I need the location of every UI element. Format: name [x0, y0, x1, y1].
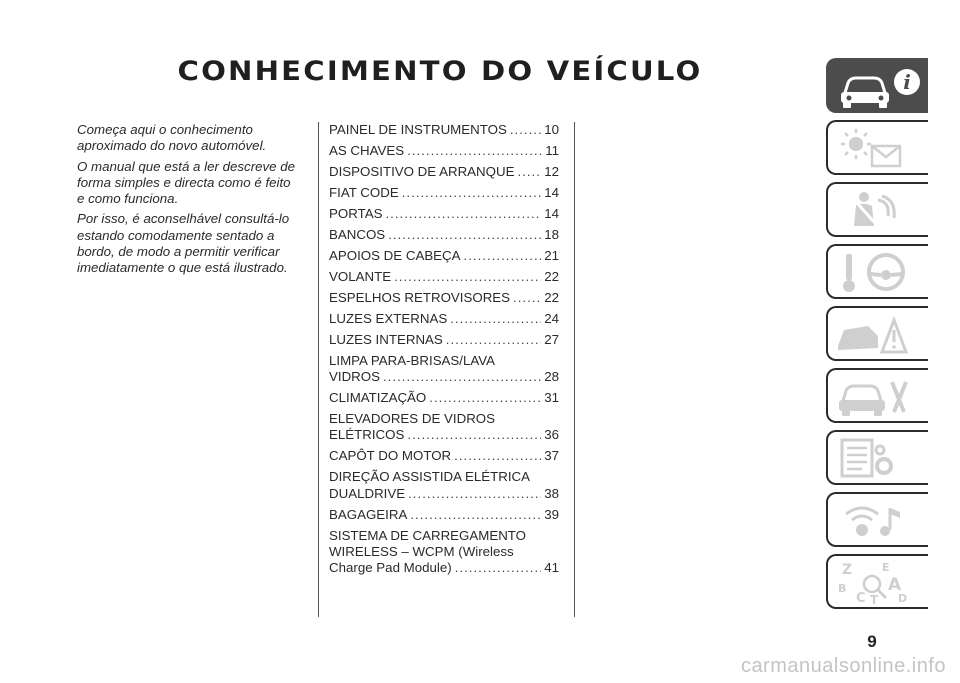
toc-page-number: 10	[544, 122, 559, 137]
tab-index[interactable]	[826, 554, 928, 609]
intro-paragraph: Por isso, é aconselhável consultá-lo estando comodamente sentado a bordo, de modo a permitir verificar imediatamente o que está ilustrado.	[77, 211, 290, 276]
toc-entry-title: VIDROS	[329, 369, 380, 385]
tab-emergency[interactable]	[826, 306, 928, 361]
column-divider	[574, 122, 575, 617]
toc-entry[interactable]	[329, 185, 559, 201]
column-divider	[318, 122, 319, 617]
car-info-icon	[834, 64, 926, 110]
toc-leader-dots	[454, 448, 541, 464]
tab-vehicle-knowledge[interactable]	[826, 58, 928, 113]
index-letter: A	[888, 575, 902, 595]
toc-leader-dots	[407, 427, 541, 443]
toc-entry[interactable]	[329, 469, 559, 502]
toc-entry[interactable]	[329, 448, 559, 464]
tab-maintenance[interactable]	[826, 368, 928, 423]
toc-entry-title: WIRELESS – WCPM (Wireless	[329, 543, 514, 559]
intro-paragraph: Começa aqui o conhecimento aproximado do novo automóvel.	[77, 122, 267, 154]
index-letter: T	[870, 593, 879, 606]
toc-entry[interactable]	[329, 227, 559, 243]
toc-entry[interactable]	[329, 290, 559, 306]
toc-entry[interactable]	[329, 143, 559, 159]
tab-technical-data[interactable]	[826, 430, 928, 485]
toc-entry-title: FIAT CODE	[329, 184, 399, 200]
toc-leader-dots	[408, 486, 541, 502]
toc-page-number: 38	[544, 485, 559, 501]
toc-page-number: 31	[544, 390, 559, 406]
toc-entry-title: AS CHAVES	[329, 142, 405, 158]
toc-entry[interactable]	[329, 411, 559, 444]
multimedia-icon	[834, 498, 926, 544]
svg-text:i: i	[903, 70, 911, 94]
toc-entry[interactable]	[329, 164, 559, 180]
watermark: carmanualsonline.info	[740, 655, 946, 677]
section-title: CONHECIMENTO DO VEÍCULO	[177, 56, 703, 87]
toc-entry-title: BANCOS	[329, 226, 386, 242]
toc-entry-title: PORTAS	[329, 205, 383, 221]
alphabetical-index-icon	[834, 560, 926, 606]
toc-entry-title: CAPÔT DO MOTOR	[329, 448, 452, 464]
index-letter: D	[898, 592, 908, 605]
toc-page-number: 11	[545, 142, 559, 158]
toc-entry-title: LIMPA PARA-BRISAS/LAVA	[329, 352, 496, 368]
technical-data-icon	[834, 436, 926, 482]
toc-page-number: 18	[544, 226, 559, 242]
table-of-contents	[329, 122, 559, 581]
toc-page-number: 24	[544, 310, 559, 326]
toc-page-number: 12	[544, 163, 559, 179]
toc-page-number: 39	[544, 506, 559, 522]
toc-leader-dots	[407, 143, 542, 159]
chapter-tabs	[826, 58, 928, 616]
intro-text	[77, 122, 299, 281]
toc-entry-title: BAGAGEIRA	[329, 506, 408, 522]
toc-leader-dots	[464, 248, 542, 264]
toc-leader-dots	[455, 560, 542, 576]
toc-entry[interactable]	[329, 507, 559, 523]
intro-paragraph: O manual que está a ler descreve de forma simples e directa como é feito e como funciona.	[77, 158, 296, 207]
toc-entry[interactable]	[329, 248, 559, 264]
toc-entry[interactable]	[329, 332, 559, 348]
toc-entry[interactable]	[329, 311, 559, 327]
tab-safety[interactable]	[826, 182, 928, 237]
toc-entry[interactable]	[329, 122, 559, 138]
toc-page-number: 14	[544, 184, 559, 200]
index-letter: B	[838, 582, 847, 595]
toc-entry[interactable]	[329, 353, 559, 386]
toc-page-number: 14	[544, 205, 559, 221]
toc-leader-dots	[429, 390, 541, 406]
toc-page-number: 36	[544, 427, 559, 443]
toc-leader-dots	[517, 164, 541, 180]
toc-entry-title: APOIOS DE CABEÇA	[329, 247, 461, 263]
toc-page-number: 41	[544, 560, 559, 576]
toc-leader-dots	[385, 206, 541, 222]
toc-entry-title: ELEVADORES DE VIDROS	[329, 411, 496, 427]
toc-entry[interactable]	[329, 269, 559, 285]
toc-page-number: 21	[544, 247, 559, 263]
toc-entry[interactable]	[329, 206, 559, 222]
toc-leader-dots	[388, 227, 541, 243]
toc-page-number: 27	[544, 331, 559, 347]
tab-dashboard-lights[interactable]	[826, 120, 928, 175]
toc-page-number: 22	[544, 268, 559, 284]
accident-emergency-icon	[834, 312, 926, 358]
toc-entry-title: SISTEMA DE CARREGAMENTO	[329, 527, 527, 543]
key-steering-wheel-icon	[834, 250, 926, 296]
toc-leader-dots	[510, 122, 541, 138]
toc-leader-dots	[383, 369, 541, 385]
car-maintenance-icon	[834, 374, 926, 420]
index-letter: C	[856, 591, 866, 606]
toc-leader-dots	[450, 311, 541, 327]
toc-entry-title: LUZES EXTERNAS	[329, 310, 448, 326]
toc-leader-dots	[513, 290, 541, 306]
toc-entry[interactable]	[329, 528, 559, 577]
toc-entry-title: CLIMATIZAÇÃO	[329, 390, 427, 406]
toc-entry-title: DIREÇÃO ASSISTIDA ELÉTRICA	[329, 469, 530, 485]
toc-entry-title: ELÉTRICOS	[329, 427, 405, 443]
toc-leader-dots	[394, 269, 541, 285]
tab-multimedia[interactable]	[826, 492, 928, 547]
toc-entry-title: LUZES INTERNAS	[329, 331, 443, 347]
toc-entry-title: DUALDRIVE	[329, 485, 406, 501]
toc-leader-dots	[446, 332, 541, 348]
index-letter: Z	[842, 562, 853, 578]
toc-entry[interactable]	[329, 390, 559, 406]
toc-leader-dots	[402, 185, 542, 201]
toc-entry-title: Charge Pad Module)	[329, 560, 452, 576]
toc-entry-title: DISPOSITIVO DE ARRANQUE	[329, 163, 515, 179]
page-number: 9	[867, 632, 877, 651]
index-letter: E	[882, 561, 890, 574]
warning-light-message-icon	[834, 126, 926, 172]
tab-starting-driving[interactable]	[826, 244, 928, 299]
toc-page-number: 28	[544, 369, 559, 385]
toc-entry-title: PAINEL DE INSTRUMENTOS	[329, 122, 507, 137]
seatbelt-airbag-icon	[834, 188, 926, 234]
toc-page-number: 22	[544, 289, 559, 305]
toc-entry-title: VOLANTE	[329, 268, 392, 284]
toc-entry-title: ESPELHOS RETROVISORES	[329, 289, 511, 305]
toc-page-number: 37	[544, 448, 559, 464]
toc-leader-dots	[410, 507, 541, 523]
